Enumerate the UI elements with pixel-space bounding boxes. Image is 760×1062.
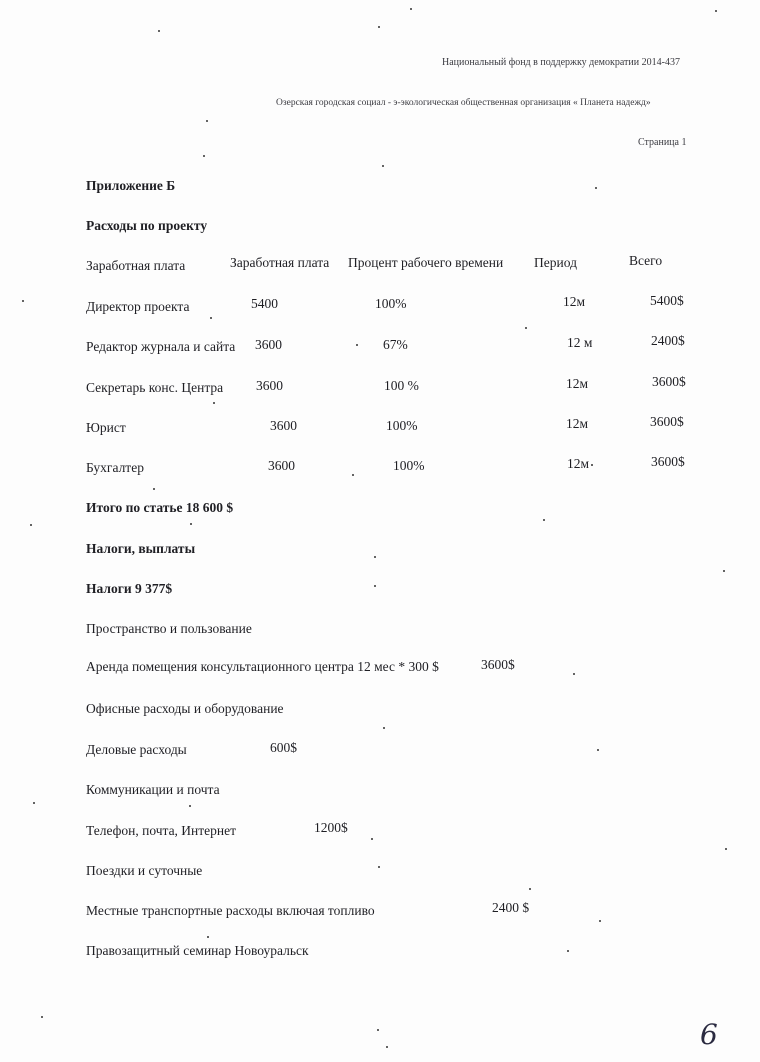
scan-speck xyxy=(377,1029,379,1031)
table-header-total: Всего xyxy=(629,253,663,268)
row-total: 3600$ xyxy=(652,374,686,389)
scan-speck xyxy=(22,300,24,302)
row-percent: 100% xyxy=(386,418,418,433)
scan-speck xyxy=(597,749,599,751)
row-period: 12м xyxy=(567,456,590,471)
scan-speck xyxy=(383,727,385,729)
phone-value: 1200$ xyxy=(314,820,348,835)
travel-title: Поездки и суточные xyxy=(86,863,203,878)
scan-speck xyxy=(723,570,725,572)
scan-speck xyxy=(382,165,384,167)
scan-speck xyxy=(213,402,215,404)
scan-speck xyxy=(189,805,191,807)
row-role: Секретарь конс. Центра xyxy=(86,380,224,395)
row-salary: 3600 xyxy=(270,418,297,433)
row-total: 3600$ xyxy=(650,414,684,429)
business-label: Деловые расходы xyxy=(86,742,187,757)
scan-speck xyxy=(210,317,212,319)
appendix-title: Приложение Б xyxy=(86,178,176,193)
header-page-line: Страница 1 xyxy=(638,137,687,148)
scan-speck xyxy=(203,155,205,157)
row-percent: 100% xyxy=(375,296,407,311)
transport-label: Местные транспортные расходы включая топливо xyxy=(86,903,375,918)
rent-value: 3600$ xyxy=(481,657,515,672)
scan-speck xyxy=(386,1046,388,1048)
scan-speck xyxy=(378,26,380,28)
office-title: Офисные расходы и оборудование xyxy=(86,701,284,716)
row-percent: 67% xyxy=(383,337,408,352)
scan-speck xyxy=(525,327,527,329)
header-fund-line: Национальный фонд в поддержку демократии 2014-437 xyxy=(442,57,680,68)
header-org-line: Озерская городская социал - э-экологическая общественная организация « Планета надежд» xyxy=(276,98,651,108)
scan-speck xyxy=(206,120,208,122)
row-salary: 3600 xyxy=(268,458,295,473)
rent-line: Аренда помещения консультационного центра 12 мес * 300 $ xyxy=(86,659,439,674)
row-role: Редактор журнала и сайта xyxy=(86,339,236,354)
seminar-line: Правозащитный семинар Новоуральск xyxy=(86,943,309,958)
handwritten-page-number: 6 xyxy=(700,1018,718,1051)
scan-speck xyxy=(543,519,545,521)
scan-speck xyxy=(725,848,727,850)
space-title: Пространство и пользование xyxy=(86,621,252,636)
transport-value: 2400 $ xyxy=(492,900,530,915)
scan-speck xyxy=(30,524,32,526)
row-period: 12м xyxy=(566,376,589,391)
row-period: 12 м xyxy=(567,335,593,350)
scan-speck xyxy=(374,585,376,587)
scan-speck xyxy=(356,344,358,346)
scan-speck xyxy=(378,866,380,868)
scan-speck xyxy=(371,838,373,840)
row-total: 5400$ xyxy=(650,293,684,308)
scan-speck xyxy=(374,556,376,558)
row-role: Юрист xyxy=(86,420,126,435)
scan-speck xyxy=(595,187,597,189)
table-header-percent: Процент рабочего времени xyxy=(348,255,504,270)
scan-speck xyxy=(158,30,160,32)
scan-speck xyxy=(599,920,601,922)
row-total: 3600$ xyxy=(651,454,685,469)
taxes-line: Налоги 9 377$ xyxy=(86,581,173,596)
scan-speck xyxy=(573,673,575,675)
row-role: Бухгалтер xyxy=(86,460,144,475)
row-period: 12м xyxy=(566,416,589,431)
scan-speck xyxy=(410,8,412,10)
table-header-position: Заработная плата xyxy=(86,258,186,273)
row-total: 2400$ xyxy=(651,333,685,348)
section-title: Расходы по проекту xyxy=(86,218,208,233)
taxes-title: Налоги, выплаты xyxy=(86,541,196,556)
table-header-salary: Заработная плата xyxy=(230,255,330,270)
row-salary: 5400 xyxy=(251,296,278,311)
scan-speck xyxy=(715,10,717,12)
row-salary: 3600 xyxy=(255,337,282,352)
row-salary: 3600 xyxy=(256,378,283,393)
row-period: 12м xyxy=(563,294,586,309)
scan-speck xyxy=(153,488,155,490)
comm-title: Коммуникации и почта xyxy=(86,782,220,797)
scan-speck xyxy=(33,802,35,804)
scan-speck xyxy=(529,888,531,890)
phone-label: Телефон, почта, Интернет xyxy=(86,823,237,838)
scan-speck xyxy=(190,523,192,525)
scan-speck xyxy=(567,950,569,952)
row-percent: 100 % xyxy=(384,378,419,393)
total-line: Итого по статье 18 600 $ xyxy=(86,500,234,515)
scan-speck xyxy=(207,936,209,938)
business-value: 600$ xyxy=(270,740,297,755)
scan-speck xyxy=(41,1016,43,1018)
row-role: Директор проекта xyxy=(86,299,190,314)
table-header-period: Период xyxy=(534,255,577,270)
scan-speck xyxy=(591,464,593,466)
scan-speck xyxy=(352,474,354,476)
row-percent: 100% xyxy=(393,458,425,473)
